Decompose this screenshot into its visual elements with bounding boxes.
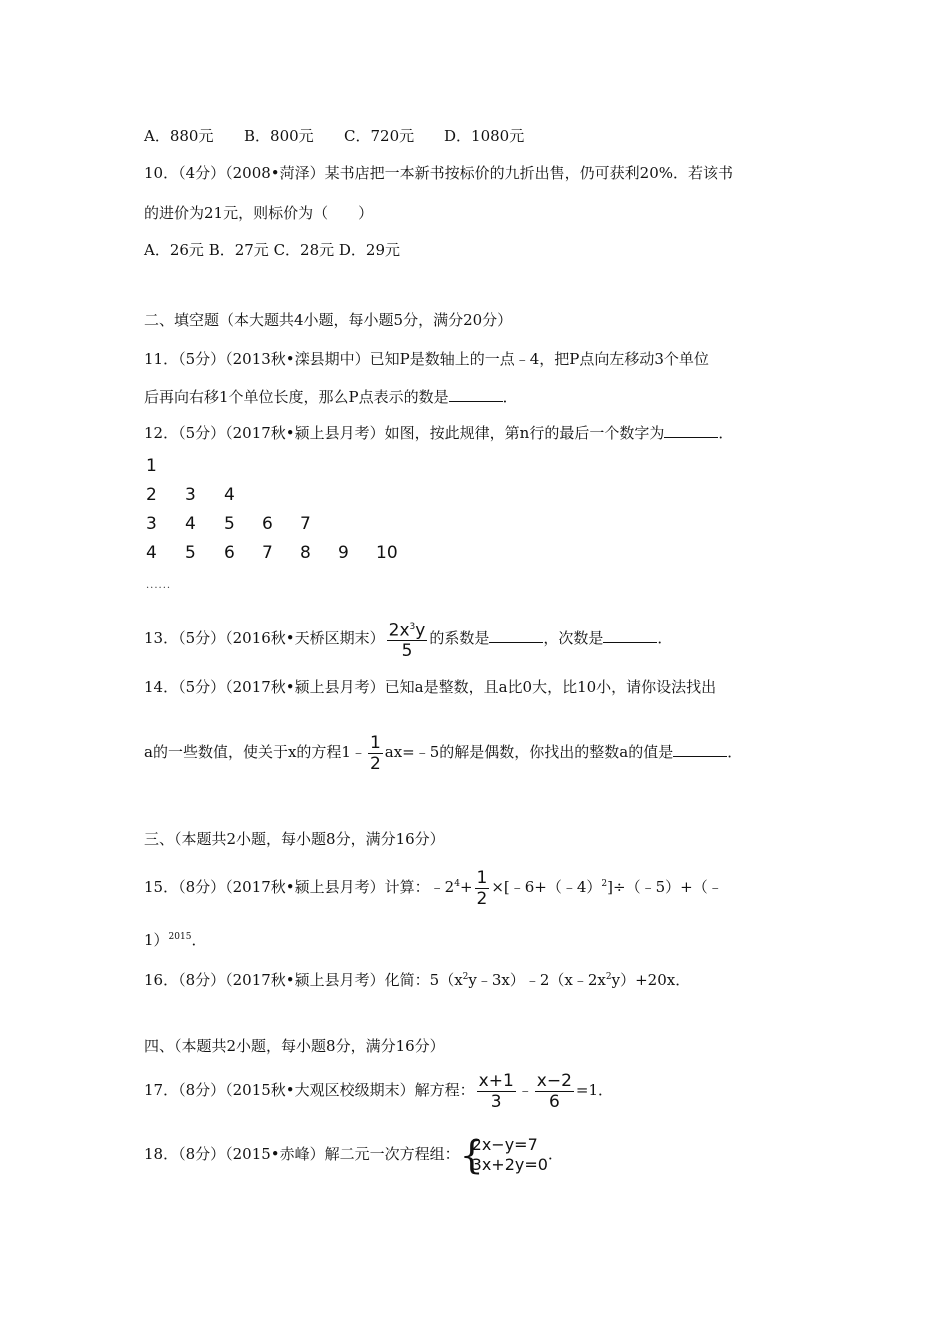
- q15-line2: [144, 927, 206, 950]
- equation-system: [460, 1135, 548, 1175]
- fraction-denominator: 6: [548, 1091, 560, 1112]
- fraction-denominator: 2: [476, 888, 488, 909]
- q15-prefix: 15．（8分）（2017秋•颍上县月考）计算：﹣2: [144, 878, 455, 896]
- fraction-1: [477, 1071, 516, 1112]
- plus-sign: +: [459, 878, 473, 896]
- exponent: 2015: [168, 932, 192, 942]
- pattern-cell: 3: [185, 485, 196, 505]
- section-2-heading: 二、填空题（本大题共4小题，每小题5分，满分20分）: [144, 311, 513, 329]
- q12-line: [144, 423, 733, 443]
- pattern-cell: 2: [146, 485, 157, 505]
- q15-line2-text: 1）: [144, 931, 169, 949]
- q12-text: 12．（5分）（2017秋•颍上县月考）如图，按此规律，第n行的最后一个数字为: [144, 424, 665, 442]
- half-fraction: [475, 868, 490, 909]
- fraction-numerator: x−2: [536, 1070, 572, 1091]
- answer-blank: [673, 742, 727, 757]
- q11-line2: [144, 387, 518, 407]
- fraction-numerator: 1: [476, 867, 488, 888]
- q15-rest2: ]÷（﹣5）+（﹣: [607, 878, 723, 896]
- fraction-denominator: 3: [490, 1091, 502, 1112]
- q9-option-c: C．720元: [344, 127, 415, 145]
- pattern-cell: 10: [376, 543, 398, 563]
- pattern-cell: 4: [224, 485, 235, 505]
- q11-end: ．: [502, 388, 518, 406]
- equation-1: 2x−y=7: [471, 1135, 538, 1154]
- q11-line1: 11．（5分）（2013秋•滦县期中）已知P是数轴上的一点﹣4，把P点向左移动3个单位: [144, 350, 709, 368]
- fraction-denominator: 2: [369, 753, 381, 774]
- monomial-fraction: [387, 617, 428, 662]
- pattern-cell: 7: [262, 543, 273, 563]
- q17-line: [144, 1068, 613, 1112]
- pattern-cell: 9: [338, 543, 349, 563]
- pattern-cell: 1: [146, 456, 157, 476]
- pattern-cell: 8: [300, 543, 311, 563]
- q15-line2-end: ．: [191, 931, 207, 949]
- pattern-ellipsis: ......: [146, 580, 172, 591]
- pattern-cell: 5: [185, 543, 196, 563]
- answer-blank: [449, 387, 503, 402]
- fraction-numerator: 2x: [388, 620, 410, 641]
- pattern-cell: 3: [146, 514, 157, 534]
- equation-2: 3x+2y=0: [471, 1155, 548, 1174]
- q13-mid2: ，次数是: [543, 629, 604, 647]
- q13-end: ．: [657, 629, 673, 647]
- q13-line: [144, 616, 672, 661]
- q14-text-a: a的一些数值，使关于x的方程1﹣: [144, 743, 366, 761]
- exponent: 2: [601, 879, 608, 889]
- fraction-numerator: x+1: [478, 1070, 514, 1091]
- pattern-cell: 6: [262, 514, 273, 534]
- q9-options: [144, 126, 524, 146]
- q10-line1: 10．（4分）（2008•菏泽）某书店把一本新书按标价的九折出售，仍可获利20%．若该书: [144, 164, 733, 182]
- pattern-cell: 5: [224, 514, 235, 534]
- q11-text: 后再向右移1个单位长度，那么P点表示的数是: [144, 388, 449, 406]
- q15-line1: [144, 862, 723, 909]
- section-3-heading: 三、（本题共2小题，每小题8分，满分16分）: [144, 830, 445, 848]
- pattern-cell: 4: [146, 543, 157, 563]
- exponent: 4: [454, 879, 460, 889]
- half-fraction: [368, 733, 383, 774]
- answer-blank: [664, 423, 718, 438]
- fraction-denominator: 5: [401, 641, 413, 662]
- exponent: 2: [462, 972, 469, 982]
- q18-end: ．: [547, 1145, 563, 1163]
- fraction-numerator-tail: y: [415, 620, 426, 641]
- answer-blank: [489, 628, 543, 643]
- fraction-numerator: 1: [369, 732, 381, 753]
- exponent: 3: [409, 621, 416, 632]
- exponent: 2: [605, 972, 612, 982]
- answer-blank: [603, 628, 657, 643]
- q17-prefix: 17．（8分）（2015秋•大观区校级期末）解方程：: [144, 1081, 475, 1099]
- q16-text-c: y）+20x．: [611, 971, 691, 989]
- q17-end: =1．: [575, 1081, 614, 1099]
- q16-text-b: y﹣3x）﹣2（x﹣2x: [468, 971, 606, 989]
- fraction-2: [535, 1071, 574, 1112]
- pattern-cell: 6: [224, 543, 235, 563]
- q18-line: [144, 1132, 563, 1176]
- q9-option-b: B．800元: [244, 127, 314, 145]
- left-brace-icon: {: [459, 1133, 484, 1177]
- q14-end: ．: [727, 743, 743, 761]
- q16-line: [144, 967, 690, 990]
- q13-prefix: 13．（5分）（2016秋•天桥区期末）: [144, 629, 385, 647]
- q14-text-b: ax=﹣5的解是偶数，你找出的整数a的值是: [384, 743, 674, 761]
- q9-option-d: D．1080元: [444, 127, 525, 145]
- minus-sign: ﹣: [517, 1081, 533, 1099]
- section-4-heading: 四、（本题共2小题，每小题8分，满分16分）: [144, 1037, 445, 1055]
- q9-option-a: A．880元: [144, 127, 214, 145]
- q16-text-a: 16．（8分）（2017秋•颍上县月考）化简：5（x: [144, 971, 463, 989]
- q12-end: ．: [718, 424, 734, 442]
- q14-line2: [144, 730, 742, 774]
- q18-prefix: 18．（8分）（2015•赤峰）解二元一次方程组：: [144, 1145, 460, 1163]
- q14-line1: 14．（5分）（2017秋•颍上县月考）已知a是整数，且a比0大，比10小，请你设法找出: [144, 678, 717, 696]
- pattern-cell: 4: [185, 514, 196, 534]
- q15-rest: ×[﹣6+（﹣4）: [491, 878, 602, 896]
- q10-options: A．26元 B．27元 C．28元 D．29元: [144, 241, 401, 259]
- pattern-cell: 7: [300, 514, 311, 534]
- q10-line2: 的进价为21元，则标价为（ ）: [144, 204, 374, 222]
- q13-mid: 的系数是: [429, 629, 490, 647]
